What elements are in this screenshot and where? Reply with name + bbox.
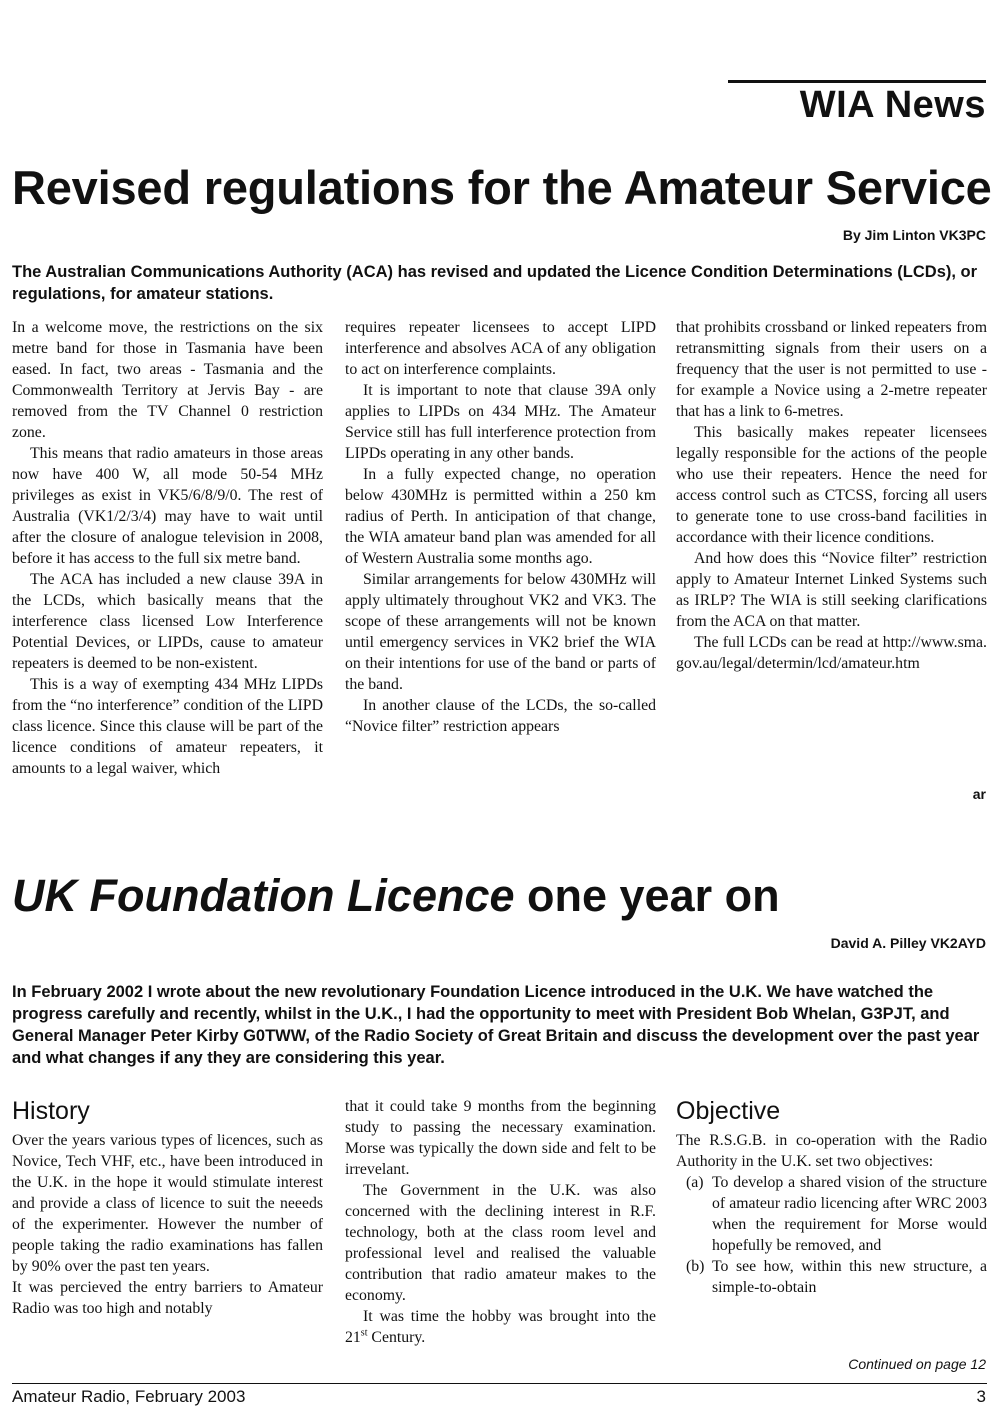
paragraph: that prohibits crossband or linked repeaters from retransmitting signals from their users on a frequency that the user is not permitted to use - for example a Novice using a 2-metre repeater that has a link to 6-metres. [676, 319, 987, 420]
paragraph: The Government in the U.K. was also concerned with the declining interest in R.F. technology, both at the class room level and professional level and realised the valuable contribution that radio amateur makes to the economy. [345, 1182, 656, 1304]
paragraph: It is important to note that clause 39A only applies to LIPDs on 434 MHz. The Amateur Service still has full interference protection from LIPDs operating in any other bands. [345, 382, 656, 462]
footer-rule [12, 1383, 987, 1384]
paragraph: Similar arrangements for below 430MHz will apply ultimately throughout VK2 and VK3. The scope of these arrangements will not be known until emergency services in VK2 brief the WIA on their intentions for use of the band or parts of the band. [345, 571, 656, 693]
superscript: st [360, 1327, 368, 1339]
paragraph: This is a way of exempting 434 MHz LIPDs from the “no interference” condition of the LIPD class licence. Since this clause will be part of the licence conditions of amateur repeaters, it amounts to a legal waiver, which [12, 676, 323, 777]
objective-text: To develop a shared vision of the structure of amateur radio licencing after WRC 2003 when the requirement for Morse would hopefully be removed, and [712, 1174, 987, 1254]
objective-text: To see how, within this new structure, a simple-to-obtain [712, 1258, 987, 1296]
paragraph [345, 1306, 656, 1348]
header-rule [728, 80, 986, 83]
objective-heading: Objective [676, 1097, 781, 1125]
paragraph: requires repeater licensees to accept LIPD interference and absolves ACA of any obligation to act on interference complaints. [345, 319, 656, 378]
footer-publication: Amateur Radio, February 2003 [12, 1387, 246, 1406]
objective-label: (b) [686, 1258, 705, 1275]
article2-lead: In February 2002 I wrote about the new revolutionary Foundation Licence introduced in the U.K. We have watched the progress carefully and recently, whilst in the U.K., I had the opportunity to meet with President Bob Whelan, G3PJT, and General Manager Peter Kirby G0TWW, of the Radio Society of Great Britain and discuss the development over the past year and what changes if any they are considering this year. [12, 983, 980, 1067]
paragraph: And how does this “Novice filter” restriction apply to Amateur Internet Linked Systems such as IRLP? The WIA is still seeking clarifications from the ACA on that matter. [676, 550, 987, 630]
page-number: 3 [976, 1387, 986, 1406]
article2-column-2 [345, 1096, 656, 1348]
continued-note: Continued on page 12 [848, 1356, 986, 1372]
objective-item [676, 1172, 987, 1256]
article2-byline: David A. Pilley VK2AYD [830, 935, 986, 951]
article1-column-1 [12, 317, 323, 779]
article2-title [12, 870, 780, 922]
article2-column-3 [676, 1096, 987, 1298]
article1-byline: By Jim Linton VK3PC [842, 227, 986, 243]
paragraph: This means that radio amateurs in those areas now have 400 W, all mode 50-54 MHz privileges as exist in VK5/6/8/9/0. The rest of Australia (VK1/2/3/4) may have to wait until after the closure of analogue television in 2008, before it has access to the full six metre band. [12, 445, 323, 567]
paragraph: It was percieved the entry barriers to Amateur Radio was too high and notably [12, 1279, 323, 1317]
paragraph: The full LCDs can be read at http://www.sma.gov.au/legal/determin/lcd/amateur.htm [676, 634, 987, 672]
paragraph: The R.S.G.B. in co-operation with the Radio Authority in the U.K. set two objectives: [676, 1132, 987, 1170]
article1-column-2 [345, 317, 656, 737]
paragraph: In a fully expected change, no operation below 430MHz is permitted within a 250 km radius of Perth. In anticipation of that change, the WIA amateur band plan was amended for all of Western Australia some months ago. [345, 466, 656, 567]
paragraph: The ACA has included a new clause 39A in the LCDs, which basically means that the interference class licensed Low Interference Potential Devices, or LIPDs, cause to amateur repeaters is deemed to be non-existent. [12, 571, 323, 672]
article1-lead: The Australian Communications Authority (ACA) has revised and updated the Licence Condition Determinations (LCDs), or regulations, for amateur stations. [12, 263, 978, 303]
article1-column-3 [676, 317, 987, 674]
paragraph: that it could take 9 months from the beginning study to passing the necessary examination. Morse was typically the down side and felt to be irrevelant. [345, 1098, 656, 1178]
paragraph: In a welcome move, the restrictions on the six metre band for those in Tasmania have been eased. In fact, two areas - Tasmania and the Commonwealth Territory at Jervis Bay - are removed from the TV Channel 0 restriction zone. [12, 319, 323, 441]
section-tag: WIA News [799, 84, 986, 126]
end-of-article-mark: ar [972, 786, 986, 802]
article2-title-rest: one year on [514, 870, 780, 921]
paragraph-text: Century. [367, 1329, 426, 1346]
article1-title: Revised regulations for the Amateur Service [12, 161, 992, 214]
paragraph: Over the years various types of licences, such as Novice, Tech VHF, etc., have been introduced in the U.K. in the hope it would stimulate interest and provide a class of licence to suit the neeeds of the experimenter. However the number of people taking the radio examinations has fallen by 90% over the past ten years. [12, 1132, 323, 1275]
objective-item [676, 1256, 987, 1298]
article2-title-italic: UK Foundation Licence [12, 870, 515, 921]
paragraph: In another clause of the LCDs, the so-called “Novice filter” restriction appears [345, 697, 656, 735]
paragraph-text: It was time the hobby was brought into the 21 [345, 1308, 656, 1346]
objective-label: (a) [686, 1174, 704, 1191]
paragraph: This basically makes repeater licensees legally responsible for the actions of the people who use their repeaters. Hence the need for access control such as CTCSS, forcing all users to generate tone to use cross-band facilities in accordance with their licence conditions. [676, 424, 987, 546]
history-heading: History [12, 1097, 90, 1125]
article2-column-1 [12, 1096, 323, 1319]
